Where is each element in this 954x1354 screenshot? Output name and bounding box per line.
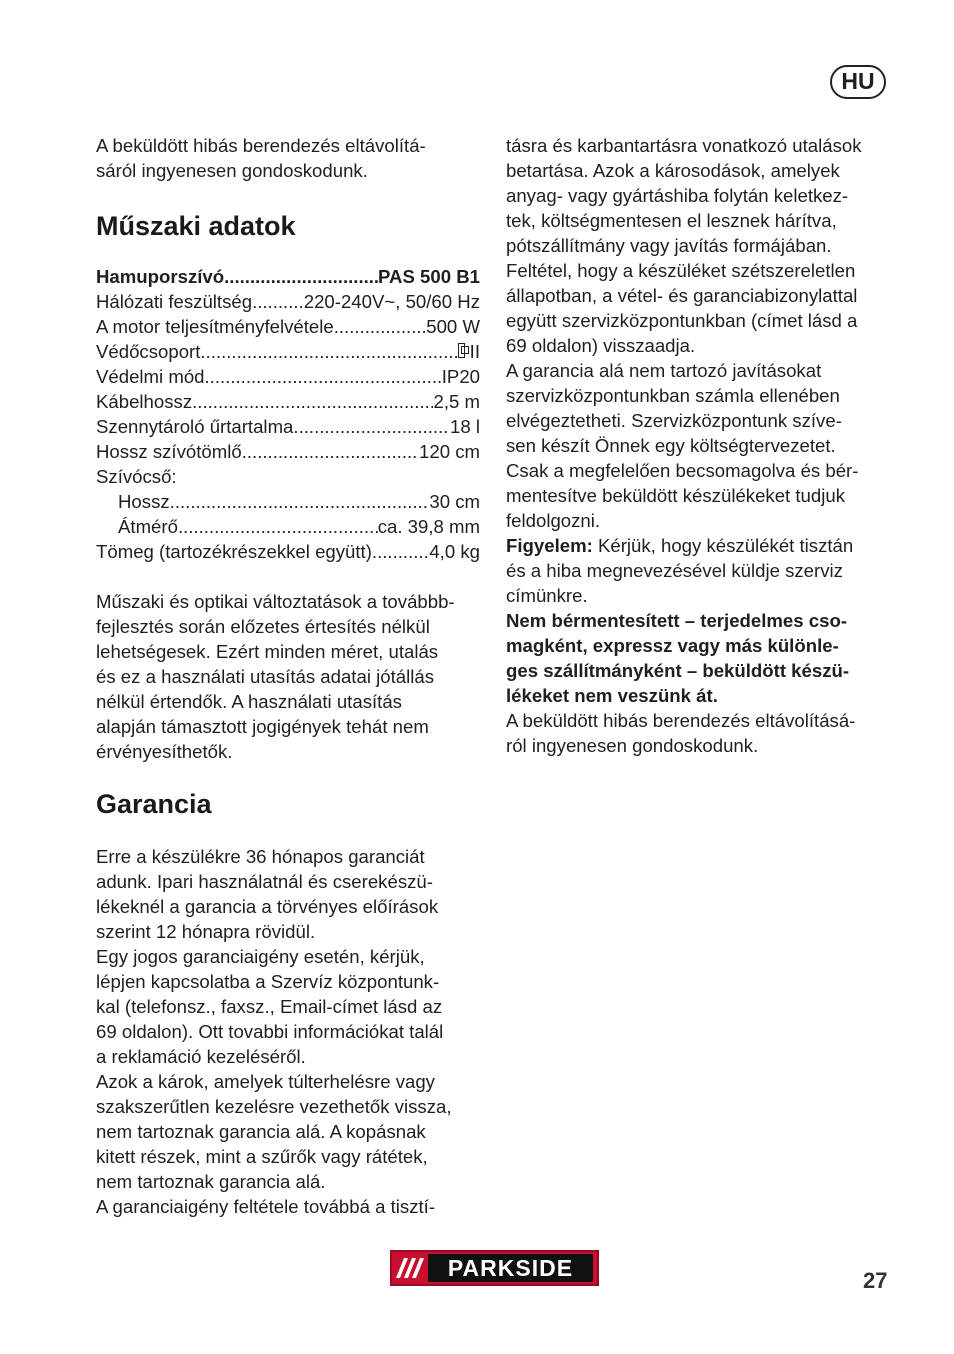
warranty-cont-line: feldolgozni. (506, 510, 601, 531)
warranty-line: Erre a készülékre 36 hónapos garanciát (96, 846, 425, 867)
warranty-cont-line: tásra és karbantartásra vonatkozó utalások (506, 135, 862, 156)
warranty-line: szerint 12 hónapra rövidül. (96, 921, 316, 942)
spec-row-power: A motor teljesítményfelvétele ..... 500 W (96, 314, 480, 339)
disclaimer-line: nélkül értendők. A használati utasítás (96, 691, 402, 712)
spec-row-model: Hamuporszívó ..... PAS 500 B1 (96, 264, 480, 289)
spec-row-tube-diameter: Átmérő ..... ca. 39,8 mm (96, 514, 480, 539)
warranty-cont-line: szervizközpontunkban számla ellenében (506, 385, 840, 406)
disclaimer-line: alapján támasztott jogigények tehát nem (96, 716, 429, 737)
closing-line: ról ingyenesen gondoskodunk. (506, 735, 759, 756)
warranty-line: Egy jogos garanciaigény esetén, kérjük, (96, 946, 425, 967)
warranty-cont-line: betartása. Azok a károsodások, amelyek (506, 160, 840, 181)
warranty-cont-line: A garancia alá nem tartozó javításokat (506, 360, 822, 381)
closing-line: A beküldött hibás berendezés eltávolításá- (506, 710, 856, 731)
spec-row-cable-length: Kábelhossz ..... 2,5 m (96, 389, 480, 414)
warranty-line: lékeknél a garancia a törvényes előírások (96, 896, 439, 917)
attention-text: Kérjük, hogy készülékét tisztán (592, 535, 854, 556)
warranty-cont-line: 69 oldalon) visszaadja. (506, 335, 696, 356)
warranty-cont-line: tek, költségmentesen el lesznek hárítva, (506, 210, 837, 231)
spec-row-protection-class: Védőcsoport ..... II (96, 339, 480, 364)
spec-group-suction-tube: Szívócső: (96, 466, 177, 487)
disclaimer-line: lehetségesek. Ezért minden méret, utalás (96, 641, 439, 662)
warranty-heading: Garancia (96, 789, 212, 819)
warranty-cont-line: Feltétel, hogy a készüléket szétszereletlen (506, 260, 856, 281)
disclaimer-line: Műszaki és optikai változtatások a továbbb- (96, 591, 455, 612)
parkside-logo (390, 1250, 599, 1286)
protection-class-ii-icon (458, 343, 465, 358)
disclaimer-line: és ez a használati utasítás adatai jótállás (96, 666, 434, 687)
warranty-cont-line: elvégeztetheti. Szervizközpontunk szíve- (506, 410, 842, 431)
warranty-line: Azok a károk, amelyek túlterhelésre vagy (96, 1071, 435, 1092)
warranty-line: kitett részek, mint a szűrők vagy rátétek, (96, 1146, 428, 1167)
warranty-line: szakszerűtlen kezelésre vezethetők vissza, (96, 1096, 452, 1117)
warranty-line: lépjen kapcsolatba a Szervíz központunk- (96, 971, 440, 992)
spec-row-container-volume: Szennytároló űrtartalma ..... 18 l (96, 414, 480, 439)
spec-row-tube-length: Hossz ..... 30 cm (96, 489, 480, 514)
left-column (96, 133, 480, 1219)
warranty-line: a reklamáció kezeléséről. (96, 1046, 306, 1067)
attention-label: Figyelem: (506, 535, 593, 556)
bold-notice-line: ges szállítmányként – beküldött készü- (506, 660, 850, 681)
right-column (506, 133, 892, 758)
warranty-cont-line: állapotban, a vétel- és garanciabizonylattal (506, 285, 858, 306)
spec-row-ip-rating: Védelmi mód ..... IP20 (96, 364, 480, 389)
spec-row-weight: Tömeg (tartozékrészekkel együtt) ..... 4,0 kg (96, 539, 480, 564)
logo-stripes-icon (392, 1252, 428, 1284)
bold-notice-line: Nem bérmentesített – terjedelmes cso- (506, 610, 848, 631)
intro-line: A beküldött hibás berendezés eltávolítá- (96, 135, 426, 156)
logo-text: PARKSIDE (428, 1254, 593, 1282)
disclaimer-line: érvényesíthetők. (96, 741, 233, 762)
intro-line: sáról ingyenesen gondoskodunk. (96, 160, 368, 181)
spec-row-hose-length: Hossz szívótömlő ..... 120 cm (96, 439, 480, 464)
language-badge: HU (830, 65, 886, 99)
warranty-cont-line: együtt szervizközpontunkban (címet lásd a (506, 310, 858, 331)
warranty-cont-line: anyag- vagy gyártáshiba folytán keletkez- (506, 185, 849, 206)
bold-notice-line: magként, expressz vagy más különle- (506, 635, 839, 656)
page-number: 27 (863, 1268, 888, 1293)
warranty-line: nem tartoznak garancia alá. A kopásnak (96, 1121, 426, 1142)
warranty-line: kal (telefonsz., faxsz., Email-címet lásd az (96, 996, 443, 1017)
warranty-line: 69 oldalon). Ott tovabbi információkat talál (96, 1021, 444, 1042)
attention-line: címünkre. (506, 585, 588, 606)
spec-row-voltage: Hálózati feszültség ..... 220-240V~, 50/60 Hz (96, 289, 480, 314)
warranty-cont-line: Csak a megfelelően becsomagolva és bér- (506, 460, 859, 481)
specs-heading: Műszaki adatok (96, 211, 296, 241)
disclaimer-line: fejlesztés során előzetes értesítés nélkül (96, 616, 430, 637)
attention-line (506, 533, 892, 558)
warranty-cont-line: mentesítve beküldött készülékeket tudjuk (506, 485, 846, 506)
warranty-line: A garanciaigény feltétele továbbá a tisztí- (96, 1196, 436, 1217)
warranty-cont-line: pótszállítmány vagy javítás formájában. (506, 235, 832, 256)
attention-line: és a hiba megnevezésével küldje szerviz (506, 560, 843, 581)
warranty-line: nem tartoznak garancia alá. (96, 1171, 326, 1192)
warranty-line: adunk. Ipari használatnál és cserekészü- (96, 871, 433, 892)
warranty-cont-line: sen készít Önnek egy költségtervezetet. (506, 435, 836, 456)
bold-notice-line: lékeket nem veszünk át. (506, 685, 718, 706)
